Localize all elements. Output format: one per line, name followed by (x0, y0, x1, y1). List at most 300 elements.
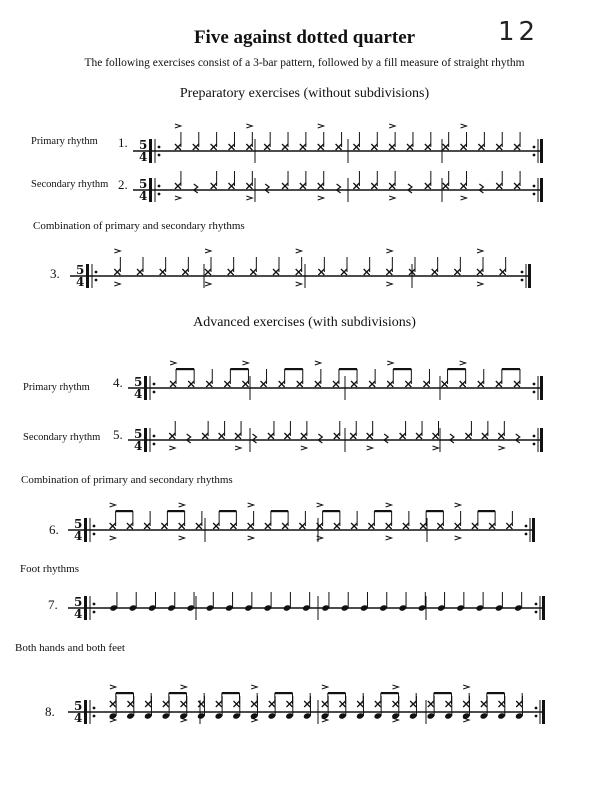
label-combination: Combination of primary and secondary rhythms (21, 474, 233, 486)
accent-mark (301, 446, 307, 450)
repeat-dot (158, 154, 161, 157)
repeat-start-thick-bar (144, 376, 147, 400)
exercise-5-staff (128, 421, 543, 453)
x-notehead (514, 144, 520, 150)
rest (253, 434, 257, 443)
x-notehead (188, 381, 194, 387)
x-notehead (455, 523, 461, 529)
repeat-start-thick-bar (144, 428, 147, 452)
accent-mark (498, 446, 504, 450)
x-notehead (514, 183, 520, 189)
accent-mark (393, 685, 399, 689)
x-notehead (297, 381, 303, 387)
x-notehead (261, 381, 267, 387)
x-notehead (432, 269, 438, 275)
x-notehead (198, 701, 204, 707)
label-combination: Combination of primary and secondary rhythms (33, 220, 245, 232)
exercise-number: 6. (49, 522, 59, 537)
repeat-dot (153, 391, 156, 394)
x-notehead (170, 381, 176, 387)
x-notehead (322, 701, 328, 707)
x-notehead (478, 144, 484, 150)
x-notehead (407, 144, 413, 150)
x-notehead (443, 144, 449, 150)
time-signature-top: 5 (139, 138, 148, 152)
accent-mark (461, 124, 467, 128)
repeat-dot (525, 533, 528, 536)
accent-mark (114, 249, 120, 253)
time-signature-top: 5 (134, 427, 143, 441)
exercise-number: 1. (118, 135, 128, 150)
x-notehead (498, 433, 504, 439)
repeat-end-thick-bar (540, 376, 543, 400)
exercise-7-staff (68, 592, 545, 621)
repeat-dot (533, 391, 536, 394)
repeat-start-thick-bar (149, 178, 152, 202)
x-notehead (353, 144, 359, 150)
accent-mark (318, 196, 324, 200)
x-notehead (216, 701, 222, 707)
repeat-dot (95, 271, 98, 274)
x-notehead (196, 523, 202, 529)
accent-mark (175, 124, 181, 128)
accent-mark (317, 503, 323, 507)
x-notehead (213, 523, 219, 529)
note-beam (219, 510, 236, 512)
repeat-dot (533, 193, 536, 196)
accent-mark (235, 446, 241, 450)
x-notehead (500, 269, 506, 275)
x-notehead (496, 381, 502, 387)
x-notehead (416, 433, 422, 439)
x-notehead (282, 523, 288, 529)
x-notehead (205, 269, 211, 275)
x-notehead (228, 183, 234, 189)
x-notehead (481, 701, 487, 707)
note-beam (381, 692, 399, 694)
exercise-6-staff (68, 503, 535, 543)
repeat-dot (535, 707, 538, 710)
x-notehead (110, 701, 116, 707)
repeat-dot (533, 435, 536, 438)
x-notehead (442, 381, 448, 387)
time-signature-top: 5 (74, 699, 83, 713)
note-beam (271, 510, 288, 512)
time-signature-bottom: 4 (74, 607, 83, 621)
accent-mark (205, 282, 211, 286)
repeat-start-thick-bar (84, 518, 87, 542)
x-notehead (224, 381, 230, 387)
note-beam (434, 692, 452, 694)
accent-mark (110, 536, 116, 540)
accent-mark (248, 503, 254, 507)
accent-mark (248, 536, 254, 540)
x-notehead (489, 523, 495, 529)
rest (187, 434, 191, 443)
accent-mark (387, 361, 393, 365)
note-beam (339, 368, 357, 370)
x-notehead (181, 701, 187, 707)
x-notehead (472, 523, 478, 529)
repeat-dot (535, 611, 538, 614)
repeat-dot (533, 443, 536, 446)
x-notehead (179, 523, 185, 529)
accent-mark (386, 282, 392, 286)
x-notehead (161, 523, 167, 529)
repeat-end-thick-bar (540, 139, 543, 163)
x-notehead (461, 144, 467, 150)
time-signature-bottom: 4 (74, 529, 83, 543)
x-notehead (389, 144, 395, 150)
x-notehead (506, 523, 512, 529)
section-heading-preparatory: Preparatory exercises (without subdivisions) (179, 86, 430, 101)
accent-mark (110, 503, 116, 507)
accent-mark (246, 124, 252, 128)
x-notehead (228, 269, 234, 275)
rest (408, 184, 412, 193)
x-notehead (443, 183, 449, 189)
x-notehead (516, 701, 522, 707)
accent-mark (433, 446, 439, 450)
x-notehead (114, 269, 120, 275)
x-notehead (242, 381, 248, 387)
x-notehead (246, 144, 252, 150)
note-beam (328, 692, 346, 694)
accent-mark (179, 503, 185, 507)
x-notehead (375, 701, 381, 707)
accent-mark (322, 718, 328, 722)
repeat-end-thick-bar (532, 518, 535, 542)
x-notehead (287, 701, 293, 707)
note-beam (167, 510, 184, 512)
x-notehead (369, 381, 375, 387)
accent-mark (393, 718, 399, 722)
repeat-dot (153, 383, 156, 386)
note-beam (487, 692, 505, 694)
accent-mark (318, 124, 324, 128)
exercise-3-staff (70, 249, 531, 289)
rest (337, 184, 341, 193)
repeat-dot (93, 715, 96, 718)
page-title: Five against dotted quarter (193, 27, 416, 48)
note-beam (323, 510, 340, 512)
time-signature-top: 5 (139, 177, 148, 191)
x-notehead (269, 701, 275, 707)
accent-mark (251, 718, 257, 722)
repeat-end-thick-bar (540, 428, 543, 452)
repeat-dot (153, 443, 156, 446)
repeat-end-thick-bar (542, 596, 545, 620)
x-notehead (137, 269, 143, 275)
exercise-number: 5. (113, 427, 123, 442)
x-notehead (386, 269, 392, 275)
accent-mark (389, 124, 395, 128)
rest (384, 434, 388, 443)
x-notehead (353, 183, 359, 189)
note-beam (222, 692, 240, 694)
accent-mark (175, 196, 181, 200)
repeat-dot (533, 185, 536, 188)
accent-mark (296, 282, 302, 286)
repeat-dot (93, 533, 96, 536)
note-beam (448, 368, 466, 370)
note-beam (230, 368, 248, 370)
time-signature-bottom: 4 (134, 387, 143, 401)
exercise-8-staff (68, 685, 545, 725)
intro-text: The following exercises consist of a 3-bar pattern, followed by a fill measure of straight rhythm (84, 57, 525, 69)
accent-mark (170, 361, 176, 365)
x-notehead (175, 183, 181, 189)
x-notehead (403, 523, 409, 529)
x-notehead (393, 701, 399, 707)
x-notehead (300, 144, 306, 150)
time-signature-bottom: 4 (139, 189, 148, 203)
x-notehead (264, 144, 270, 150)
x-notehead (251, 701, 257, 707)
time-signature-top: 5 (76, 263, 85, 277)
accent-mark (110, 718, 116, 722)
x-notehead (364, 269, 370, 275)
repeat-dot (158, 185, 161, 188)
exercise-number: 8. (45, 704, 55, 719)
x-notehead (386, 523, 392, 529)
x-notehead (230, 523, 236, 529)
x-notehead (351, 381, 357, 387)
repeat-start-thick-bar (84, 596, 87, 620)
exercise-2-staff (133, 171, 543, 203)
x-notehead (296, 269, 302, 275)
x-notehead (268, 433, 274, 439)
x-notehead (425, 183, 431, 189)
accent-mark (181, 685, 187, 689)
repeat-dot (93, 603, 96, 606)
accent-mark (463, 718, 469, 722)
x-notehead (463, 701, 469, 707)
x-notehead (315, 381, 321, 387)
accent-mark (114, 282, 120, 286)
rest (194, 184, 198, 193)
x-notehead (367, 433, 373, 439)
time-signature-bottom: 4 (74, 711, 83, 725)
x-notehead (301, 433, 307, 439)
x-notehead (175, 144, 181, 150)
note-beam (275, 692, 293, 694)
accent-mark (251, 685, 257, 689)
x-notehead (405, 381, 411, 387)
accent-mark (455, 503, 461, 507)
x-notehead (477, 269, 483, 275)
repeat-start-thick-bar (84, 700, 87, 724)
time-signature-top: 5 (74, 595, 83, 609)
repeat-dot (525, 525, 528, 528)
rest (516, 434, 520, 443)
repeat-start-thick-bar (86, 264, 89, 288)
x-notehead (182, 269, 188, 275)
exercise-number: 2. (118, 177, 128, 192)
note-beam (285, 368, 303, 370)
x-notehead (248, 523, 254, 529)
repeat-dot (535, 603, 538, 606)
label-foot-rhythms: Foot rhythms (20, 563, 79, 575)
x-notehead (428, 701, 434, 707)
accent-mark (477, 249, 483, 253)
rest (265, 184, 269, 193)
note-beam (169, 692, 187, 694)
x-notehead (478, 381, 484, 387)
x-notehead (318, 144, 324, 150)
x-notehead (341, 269, 347, 275)
repeat-dot (93, 525, 96, 528)
accent-mark (389, 196, 395, 200)
x-notehead (228, 144, 234, 150)
accent-mark (181, 718, 187, 722)
x-notehead (496, 144, 502, 150)
accent-mark (242, 361, 248, 365)
x-notehead (437, 523, 443, 529)
x-notehead (246, 183, 252, 189)
exercise-4-staff (128, 361, 543, 401)
note-beam (426, 510, 443, 512)
x-notehead (211, 144, 217, 150)
repeat-dot (521, 271, 524, 274)
accent-mark (110, 685, 116, 689)
x-notehead (336, 144, 342, 150)
x-notehead (273, 269, 279, 275)
time-signature-bottom: 4 (76, 275, 85, 289)
note-beam (176, 368, 194, 370)
accent-mark (386, 249, 392, 253)
x-notehead (351, 523, 357, 529)
x-notehead (110, 523, 116, 529)
x-notehead (465, 433, 471, 439)
page-number: 12 (498, 17, 540, 47)
accent-mark (169, 446, 175, 450)
note-beam (116, 692, 134, 694)
x-notehead (163, 701, 169, 707)
exercise-1-staff (133, 124, 543, 164)
x-notehead (284, 433, 290, 439)
accent-mark (179, 536, 185, 540)
accent-mark (315, 361, 321, 365)
repeat-dot (93, 707, 96, 710)
repeat-dot (158, 193, 161, 196)
accent-mark (460, 361, 466, 365)
label-both-hands-feet: Both hands and both feet (15, 642, 125, 654)
rest (318, 434, 322, 443)
repeat-dot (521, 279, 524, 282)
x-notehead (145, 701, 151, 707)
x-notehead (127, 523, 133, 529)
x-notehead (318, 269, 324, 275)
x-notehead (420, 523, 426, 529)
exercise-number: 3. (50, 266, 60, 281)
note-beam (374, 510, 391, 512)
note-beam (478, 510, 495, 512)
note-beam (393, 368, 411, 370)
accent-mark (386, 536, 392, 540)
x-notehead (496, 183, 502, 189)
x-notehead (300, 183, 306, 189)
repeat-dot (93, 611, 96, 614)
label-primary-rhythm: Primary rhythm (23, 382, 90, 393)
x-notehead (461, 183, 467, 189)
x-notehead (340, 701, 346, 707)
exercise-number: 7. (48, 597, 58, 612)
repeat-start-thick-bar (149, 139, 152, 163)
x-notehead (423, 381, 429, 387)
time-signature-bottom: 4 (139, 150, 148, 164)
x-notehead (334, 433, 340, 439)
note-beam (116, 510, 133, 512)
x-notehead (304, 701, 310, 707)
x-notehead (433, 433, 439, 439)
x-notehead (219, 433, 225, 439)
x-notehead (282, 183, 288, 189)
x-notehead (128, 701, 134, 707)
x-notehead (144, 523, 150, 529)
x-notehead (514, 381, 520, 387)
rest (450, 434, 454, 443)
label-secondary-rhythm: Secondary rhythm (23, 432, 101, 443)
x-notehead (387, 381, 393, 387)
x-notehead (250, 269, 256, 275)
section-heading-advanced: Advanced exercises (with subdivisions) (193, 315, 416, 330)
x-notehead (350, 433, 356, 439)
repeat-end-thick-bar (540, 178, 543, 202)
x-notehead (279, 381, 285, 387)
label-secondary-rhythm: Secondary rhythm (31, 179, 109, 190)
x-notehead (357, 701, 363, 707)
x-notehead (202, 433, 208, 439)
x-notehead (499, 701, 505, 707)
rest (479, 184, 483, 193)
accent-mark (205, 249, 211, 253)
accent-mark (455, 536, 461, 540)
repeat-dot (153, 435, 156, 438)
repeat-dot (533, 383, 536, 386)
repeat-dot (95, 279, 98, 282)
repeat-end-thick-bar (528, 264, 531, 288)
x-notehead (446, 701, 452, 707)
repeat-dot (533, 146, 536, 149)
x-notehead (371, 183, 377, 189)
time-signature-top: 5 (134, 375, 143, 389)
x-notehead (389, 183, 395, 189)
repeat-end-thick-bar (542, 700, 545, 724)
x-notehead (318, 183, 324, 189)
x-notehead (454, 269, 460, 275)
x-notehead (299, 523, 305, 529)
label-primary-rhythm: Primary rhythm (31, 136, 98, 147)
accent-mark (367, 446, 373, 450)
accent-mark (386, 503, 392, 507)
time-signature-top: 5 (74, 517, 83, 531)
x-notehead (169, 433, 175, 439)
x-notehead (333, 381, 339, 387)
x-notehead (334, 523, 340, 529)
repeat-dot (158, 146, 161, 149)
x-notehead (160, 269, 166, 275)
x-notehead (206, 381, 212, 387)
x-notehead (460, 381, 466, 387)
accent-mark (296, 249, 302, 253)
x-notehead (282, 144, 288, 150)
time-signature-bottom: 4 (134, 439, 143, 453)
exercise-number: 4. (113, 375, 123, 390)
accent-mark (246, 196, 252, 200)
accent-mark (322, 685, 328, 689)
accent-mark (477, 282, 483, 286)
